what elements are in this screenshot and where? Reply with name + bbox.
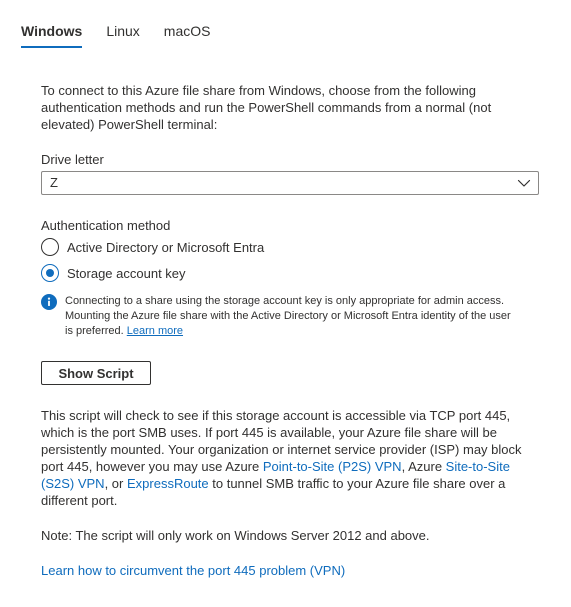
s2s-vpn-link[interactable]: Site-to-Site (S2S) VPN [41,459,510,491]
chevron-down-icon [517,176,531,190]
info-message: Connecting to a share using the storage account key is only appropriate for admin access. Mounting the Azure file share with the Active Directory or Microsoft Entra identity of the user is preferred. [65,295,511,337]
radio-active-directory[interactable] [41,238,59,256]
script-description-part2: , Azure [401,459,446,474]
tab-windows[interactable]: Windows [21,16,82,46]
windows-tab-panel [41,82,541,580]
tab-linux[interactable]: Linux [106,23,140,39]
os-tabs [21,16,234,46]
script-description [41,407,541,509]
script-description-part3: , or [104,476,127,491]
authentication-method-label: Authentication method [41,218,171,233]
info-icon [41,294,57,310]
learn-more-link[interactable]: Learn more [126,325,184,337]
radio-option-active-directory[interactable] [41,236,541,258]
port-445-vpn-link[interactable]: Learn how to circumvent the port 445 problem (VPN) [41,563,346,578]
intro-text: To connect to this Azure file share from Windows, choose from the following authentication methods and run the PowerShell commands from a normal (not elevated) PowerShell terminal: [41,83,492,132]
radio-storage-account-key[interactable] [41,264,59,282]
drive-letter-dropdown[interactable] [41,171,539,195]
expressroute-link[interactable]: ExpressRoute [126,476,209,491]
radio-label-storage-account-key: Storage account key [67,265,186,281]
radio-label-active-directory: Active Directory or Microsoft Entra [67,239,265,255]
script-description-part4: to tunnel SMB traffic to your Azure file share over a different port. [41,476,506,508]
storage-key-info-message [41,294,511,339]
windows-server-note: Note: The script will only work on Windows Server 2012 and above. [41,528,430,543]
p2s-vpn-link[interactable]: Point-to-Site (P2S) VPN [262,459,402,474]
info-text [65,294,511,339]
drive-letter-value: Z [50,175,58,190]
script-description-part1: This script will check to see if this storage account is accessible via TCP port 445, which is the port SMB uses. If port 445 is available, your Azure file share will be persistently mounted. Your organization or internet service provider (ISP) may block port 445, however you may use Azure [41,408,522,474]
tab-macos[interactable]: macOS [163,23,211,39]
drive-letter-label: Drive letter [41,152,104,167]
radio-option-storage-account-key[interactable] [41,262,541,284]
show-script-button[interactable]: Show Script [41,361,151,385]
